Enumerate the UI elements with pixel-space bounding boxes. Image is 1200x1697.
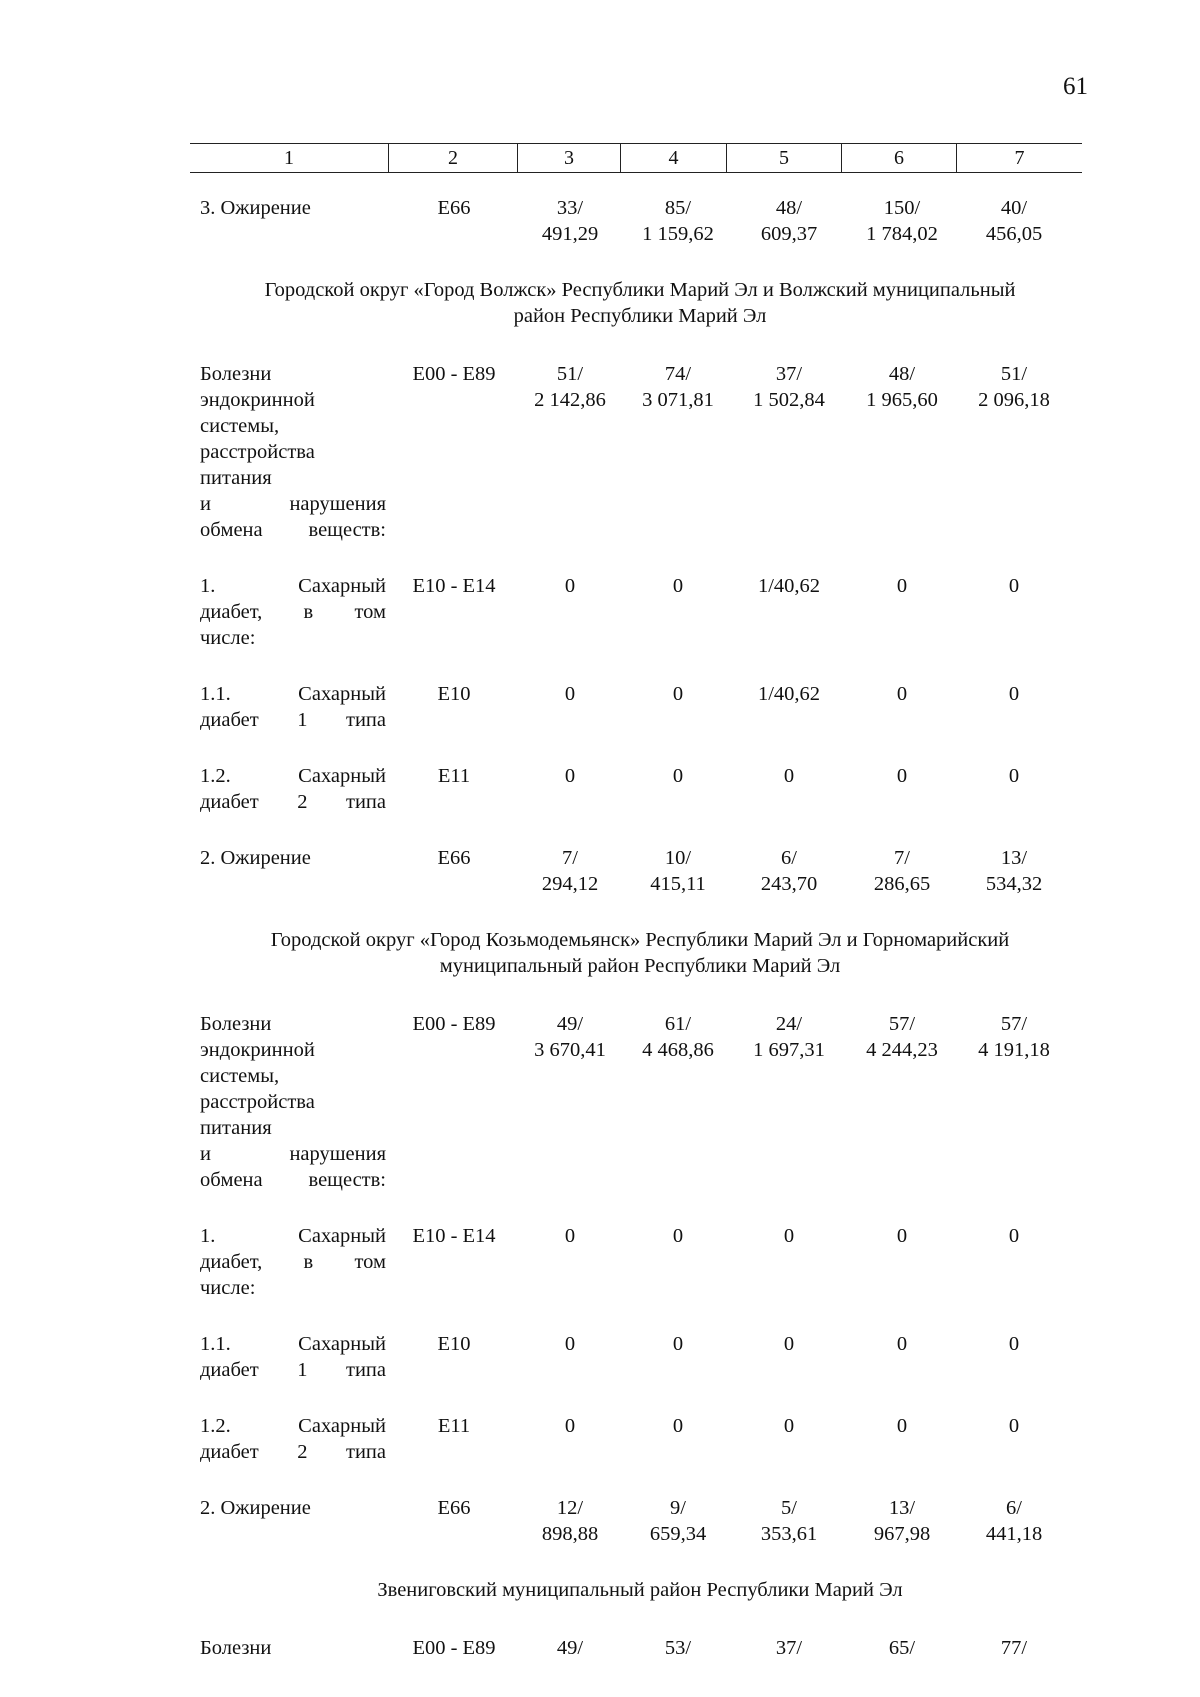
table-row — [200, 1331, 1080, 1383]
value-cell-col-7 — [958, 1413, 1070, 1465]
value-cell-col-4 — [624, 845, 732, 897]
value-cell-col-4 — [624, 681, 732, 733]
value-cell-col-5 — [732, 1413, 846, 1465]
value-count: 13/ — [1000, 847, 1028, 869]
value-cell-col-3 — [516, 763, 624, 815]
value-count: 6/ — [1006, 1497, 1022, 1519]
row-label — [200, 845, 386, 897]
table-row — [200, 1635, 1080, 1661]
value-count: 40/ — [1000, 197, 1028, 219]
value-count: 13/ — [888, 1497, 916, 1519]
value-count: 53/ — [664, 1637, 692, 1659]
value-cell-col-4 — [624, 1413, 732, 1465]
value-count: 0 — [783, 1225, 795, 1247]
value-rate: 898,88 — [541, 1523, 599, 1545]
table-row — [200, 195, 1080, 247]
value-count: 49/ — [556, 1013, 584, 1035]
table-row — [200, 763, 1080, 815]
row-label-line: диабет 2 типа — [200, 791, 386, 813]
row-label-line: расстройства — [200, 1091, 315, 1113]
value-count: 33/ — [556, 197, 584, 219]
value-rate: 1 784,02 — [866, 223, 938, 245]
value-cell-col-4 — [624, 1011, 732, 1193]
value-count: 6/ — [781, 847, 797, 869]
value-count: 74/ — [664, 363, 692, 385]
page-number: 61 — [1063, 73, 1088, 100]
value-count: 0 — [896, 575, 908, 597]
value-cell-col-4 — [624, 573, 732, 651]
value-rate: 294,12 — [541, 873, 599, 895]
value-count: 85/ — [664, 197, 692, 219]
value-count: 0 — [783, 1415, 795, 1437]
value-count: 0 — [896, 683, 908, 705]
value-count: 51/ — [556, 363, 584, 385]
section-title-line: муниципальный район Республики Марий Эл — [439, 955, 841, 977]
value-cell-col-7 — [958, 1331, 1070, 1383]
value-count: 0 — [564, 1415, 576, 1437]
value-cell-col-6 — [846, 763, 958, 815]
value-count: 0 — [783, 1333, 795, 1355]
value-count: 12/ — [556, 1497, 584, 1519]
row-label — [200, 1011, 386, 1193]
row-label-line: диабет 2 типа — [200, 1441, 386, 1463]
row-label — [200, 1331, 386, 1383]
value-count: 48/ — [888, 363, 916, 385]
value-count: 37/ — [775, 363, 803, 385]
value-cell-col-3 — [516, 1495, 624, 1547]
value-cell-col-5 — [732, 1495, 846, 1547]
row-label — [200, 681, 386, 733]
value-rate: 2 142,86 — [534, 389, 606, 411]
value-count: 0 — [1008, 1415, 1020, 1437]
value-cell-col-5 — [732, 195, 846, 247]
value-rate: 659,34 — [649, 1523, 707, 1545]
value-rate: 415,11 — [650, 873, 706, 895]
value-cell-col-7 — [958, 573, 1070, 651]
row-label-line: Болезни — [200, 363, 272, 385]
value-count: 7/ — [562, 847, 578, 869]
row-label — [200, 1635, 386, 1661]
value-count: 0 — [672, 765, 684, 787]
value-cell-col-5 — [732, 573, 846, 651]
icd-code: Е00 - Е89 — [412, 1013, 496, 1035]
value-count: 0 — [1008, 683, 1020, 705]
value-rate: 534,32 — [985, 873, 1043, 895]
value-cell-col-5 — [732, 1011, 846, 1193]
table-row — [200, 1223, 1080, 1301]
section-title — [200, 277, 1080, 329]
value-count: 0 — [1008, 575, 1020, 597]
icd-code: Е10 — [437, 683, 471, 705]
row-label-line: и нарушения — [200, 1143, 386, 1165]
value-count: 65/ — [888, 1637, 916, 1659]
value-count: 10/ — [664, 847, 692, 869]
value-count: 0 — [1008, 1333, 1020, 1355]
value-cell-col-5 — [732, 1331, 846, 1383]
value-count: 0 — [564, 765, 576, 787]
table-row — [200, 361, 1080, 543]
value-count: 0 — [672, 575, 684, 597]
value-rate: 3 071,81 — [642, 389, 714, 411]
icd-code: Е10 - Е14 — [412, 1225, 496, 1247]
row-label-line: питания — [200, 1117, 272, 1139]
value-count: 0 — [896, 1415, 908, 1437]
row-label-line: системы, — [200, 415, 280, 437]
header-col-6: 6 — [841, 144, 956, 172]
icd-code: Е10 - Е14 — [412, 575, 496, 597]
value-cell-col-7 — [958, 361, 1070, 543]
value-count: 0 — [783, 765, 795, 787]
row-label-line: диабет, в том — [200, 601, 386, 623]
row-label — [200, 763, 386, 815]
icd-code: Е11 — [437, 765, 471, 787]
value-rate: 1 697,31 — [753, 1039, 825, 1061]
value-cell-col-7 — [958, 195, 1070, 247]
value-cell-col-4 — [624, 1331, 732, 1383]
value-cell-col-3 — [516, 1413, 624, 1465]
value-cell-col-7 — [958, 763, 1070, 815]
row-label-line: диабет 1 типа — [200, 1359, 386, 1381]
row-label — [200, 573, 386, 651]
icd-code: Е66 — [437, 847, 471, 869]
row-label-line: Болезни — [200, 1637, 272, 1659]
header-col-3: 3 — [517, 144, 620, 172]
table-row — [200, 1413, 1080, 1465]
value-count: 0 — [564, 683, 576, 705]
value-cell-col-6 — [846, 845, 958, 897]
row-label-line: 3. Ожирение — [200, 197, 311, 219]
row-label-line: числе: — [200, 627, 256, 649]
value-cell-col-4 — [624, 195, 732, 247]
value-rate: 286,65 — [873, 873, 931, 895]
value-count: 0 — [896, 765, 908, 787]
value-rate: 353,61 — [760, 1523, 818, 1545]
value-cell-col-6 — [846, 361, 958, 543]
row-label-line: 1. Сахарный — [200, 1225, 386, 1247]
document-body — [200, 195, 1080, 1661]
value-count: 0 — [672, 1333, 684, 1355]
row-label-line: диабет 1 типа — [200, 709, 386, 731]
row-label-line: 2. Ожирение — [200, 847, 311, 869]
value-count: 61/ — [664, 1013, 692, 1035]
icd-code: Е66 — [437, 197, 471, 219]
value-count: 0 — [564, 1333, 576, 1355]
value-cell-col-4 — [624, 1495, 732, 1547]
row-label-line: Болезни — [200, 1013, 272, 1035]
row-label-line: эндокринной — [200, 389, 315, 411]
value-count: 0 — [672, 1415, 684, 1437]
value-cell-col-5 — [732, 681, 846, 733]
value-cell-col-4 — [624, 361, 732, 543]
row-label-line: 1.2. Сахарный — [200, 1415, 386, 1437]
value-cell-col-5 — [732, 361, 846, 543]
value-cell-col-3 — [516, 845, 624, 897]
value-rate: 4 244,23 — [866, 1039, 938, 1061]
row-label-line: диабет, в том — [200, 1251, 386, 1273]
value-cell-col-4 — [624, 1635, 732, 1661]
table-row — [200, 1495, 1080, 1547]
value-cell-col-5 — [732, 845, 846, 897]
header-col-1: 1 — [284, 147, 294, 169]
value-cell-col-3 — [516, 681, 624, 733]
value-rate: 1 502,84 — [753, 389, 825, 411]
value-count: 150/ — [883, 197, 921, 219]
row-label-line: 1.1. Сахарный — [200, 1333, 386, 1355]
value-cell-col-7 — [958, 1635, 1070, 1661]
value-cell-col-7 — [958, 1495, 1070, 1547]
row-label — [200, 361, 386, 543]
value-rate: 243,70 — [760, 873, 818, 895]
header-col-7: 7 — [956, 144, 1082, 172]
value-cell-col-3 — [516, 1011, 624, 1193]
value-rate: 967,98 — [873, 1523, 931, 1545]
value-cell-col-5 — [732, 1635, 846, 1661]
value-count: 0 — [896, 1225, 908, 1247]
value-count: 24/ — [775, 1013, 803, 1035]
row-label-line: обмена веществ: — [200, 519, 386, 541]
value-rate: 2 096,18 — [978, 389, 1050, 411]
value-cell-col-6 — [846, 681, 958, 733]
value-count: 0 — [672, 683, 684, 705]
value-rate: 456,05 — [985, 223, 1043, 245]
table-row — [200, 845, 1080, 897]
value-count: 1/40,62 — [757, 683, 821, 705]
value-count: 0 — [1008, 1225, 1020, 1247]
table-row — [200, 1011, 1080, 1193]
table-header — [190, 143, 1082, 173]
value-cell-col-7 — [958, 1223, 1070, 1301]
value-count: 77/ — [1000, 1637, 1028, 1659]
value-cell-col-6 — [846, 1223, 958, 1301]
row-label-line: 1.2. Сахарный — [200, 765, 386, 787]
row-label-line: эндокринной — [200, 1039, 315, 1061]
value-rate: 609,37 — [760, 223, 818, 245]
section-title-line: Городской округ «Город Волжск» Республики Марий Эл и Волжский муниципальный — [264, 279, 1016, 301]
value-cell-col-6 — [846, 1495, 958, 1547]
value-count: 49/ — [556, 1637, 584, 1659]
value-count: 0 — [564, 575, 576, 597]
icd-code: Е10 — [437, 1333, 471, 1355]
table-row — [200, 681, 1080, 733]
value-rate: 441,18 — [985, 1523, 1043, 1545]
value-count: 57/ — [1000, 1013, 1028, 1035]
table-row — [200, 573, 1080, 651]
row-label — [200, 1223, 386, 1301]
value-count: 1/40,62 — [757, 575, 821, 597]
value-cell-col-6 — [846, 1635, 958, 1661]
value-cell-col-5 — [732, 763, 846, 815]
row-label-line: 2. Ожирение — [200, 1497, 311, 1519]
row-label — [200, 1495, 386, 1547]
value-cell-col-3 — [516, 361, 624, 543]
section-title-line: район Республики Марий Эл — [513, 305, 767, 327]
row-label-line: 1.1. Сахарный — [200, 683, 386, 705]
value-count: 9/ — [670, 1497, 686, 1519]
value-count: 0 — [672, 1225, 684, 1247]
row-label-line: и нарушения — [200, 493, 386, 515]
value-rate: 1 159,62 — [642, 223, 714, 245]
section-title — [200, 1577, 1080, 1603]
row-label-line: обмена веществ: — [200, 1169, 386, 1191]
icd-code: Е66 — [437, 1497, 471, 1519]
row-label-line: числе: — [200, 1277, 256, 1299]
value-cell-col-3 — [516, 1331, 624, 1383]
value-cell-col-7 — [958, 1011, 1070, 1193]
header-col-4: 4 — [620, 144, 726, 172]
value-cell-col-3 — [516, 1635, 624, 1661]
row-label — [200, 1413, 386, 1465]
value-rate: 4 191,18 — [978, 1039, 1050, 1061]
value-cell-col-5 — [732, 1223, 846, 1301]
icd-code: Е11 — [437, 1415, 471, 1437]
row-label-line: 1. Сахарный — [200, 575, 386, 597]
value-rate: 3 670,41 — [534, 1039, 606, 1061]
row-label-line: системы, — [200, 1065, 280, 1087]
value-rate: 491,29 — [541, 223, 599, 245]
value-cell-col-6 — [846, 1331, 958, 1383]
value-count: 57/ — [888, 1013, 916, 1035]
row-label — [200, 195, 386, 247]
icd-code: Е00 - Е89 — [412, 363, 496, 385]
header-col-2: 2 — [388, 144, 517, 172]
value-cell-col-7 — [958, 845, 1070, 897]
value-cell-col-6 — [846, 1011, 958, 1193]
value-count: 51/ — [1000, 363, 1028, 385]
value-count: 0 — [896, 1333, 908, 1355]
value-cell-col-3 — [516, 195, 624, 247]
value-count: 0 — [564, 1225, 576, 1247]
row-label-line: расстройства — [200, 441, 315, 463]
value-cell-col-3 — [516, 1223, 624, 1301]
row-label-line: питания — [200, 467, 272, 489]
section-title-line: Звениговский муниципальный район Республики Марий Эл — [377, 1579, 903, 1601]
icd-code: Е00 - Е89 — [412, 1637, 496, 1659]
section-title — [200, 927, 1080, 979]
value-count: 37/ — [775, 1637, 803, 1659]
value-count: 7/ — [894, 847, 910, 869]
value-cell-col-7 — [958, 681, 1070, 733]
value-count: 5/ — [781, 1497, 797, 1519]
value-cell-col-6 — [846, 195, 958, 247]
section-title-line: Городской округ «Город Козьмодемьянск» Республики Марий Эл и Горномарийский — [270, 929, 1010, 951]
value-rate: 1 965,60 — [866, 389, 938, 411]
value-cell-col-4 — [624, 1223, 732, 1301]
value-cell-col-4 — [624, 763, 732, 815]
value-count: 48/ — [775, 197, 803, 219]
value-count: 0 — [1008, 765, 1020, 787]
value-rate: 4 468,86 — [642, 1039, 714, 1061]
value-cell-col-3 — [516, 573, 624, 651]
value-cell-col-6 — [846, 573, 958, 651]
value-cell-col-6 — [846, 1413, 958, 1465]
header-col-5: 5 — [726, 144, 841, 172]
